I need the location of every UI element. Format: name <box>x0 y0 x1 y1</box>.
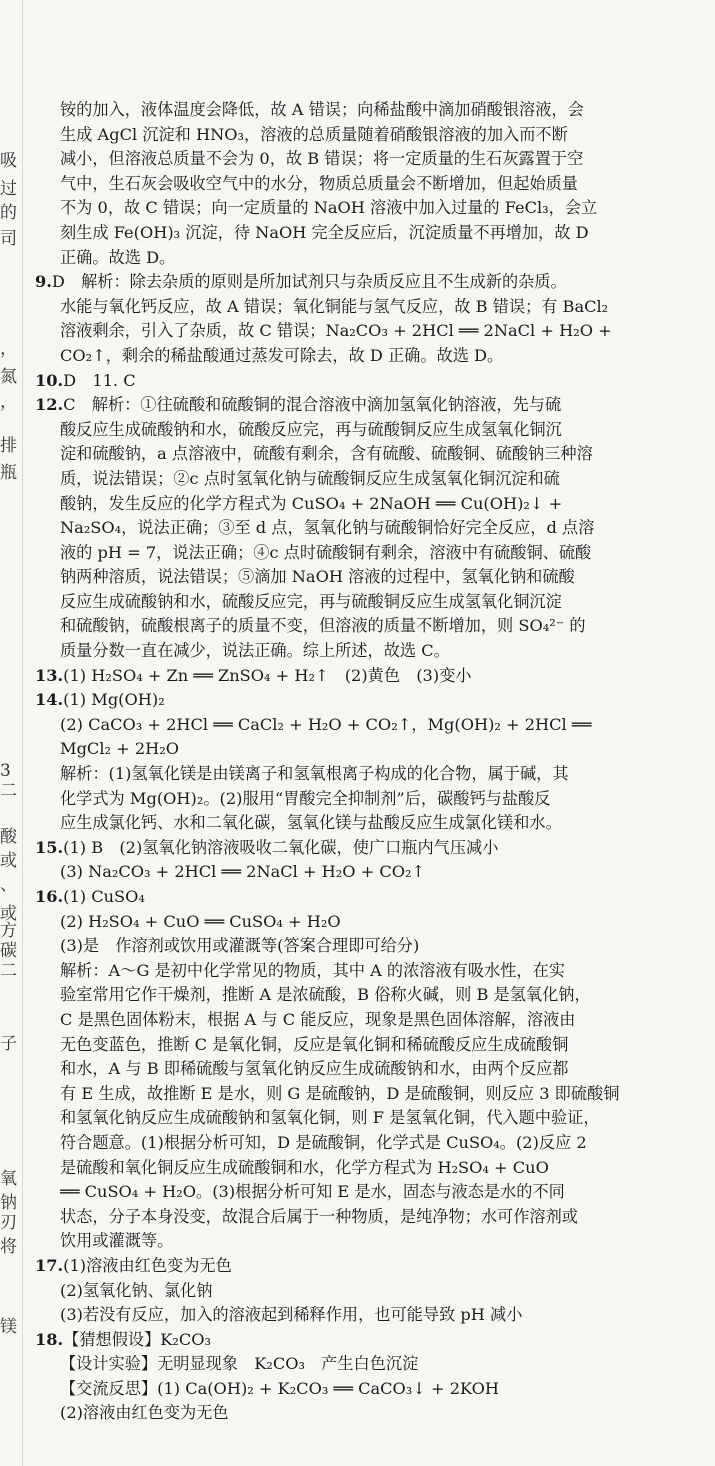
text-line <box>35 492 695 517</box>
line-text: 是硫酸和氧化铜反应生成硫酸铜和水，化学方程式为 H₂SO₄ + CuO <box>60 1157 549 1177</box>
margin-fragment: 排 <box>0 436 17 456</box>
line-text: C 是黑色固体粉末，根据 A 与 C 能反应，现象是黑色固体溶解，溶液由 <box>60 1009 576 1029</box>
text-line <box>35 123 695 148</box>
line-text: 钠两种溶质，说法错误；⑤滴加 NaOH 溶液的过程中，氢氧化钠和硫酸 <box>60 567 575 587</box>
line-text: (1) Mg(OH)₂ <box>63 690 165 710</box>
text-line <box>35 1254 695 1279</box>
line-text: MgCl₂ + 2H₂O <box>60 739 180 759</box>
text-line <box>35 762 695 787</box>
line-text: 水能与氧化钙反应，故 A 错误；氧化铜能与氢气反应，故 B 错误；有 BaCl₂ <box>60 296 609 316</box>
line-text: Na₂SO₄，说法正确；③至 d 点，氢氧化钠与硫酸铜恰好完全反应，d 点溶 <box>60 518 595 538</box>
line-text: 不为 0，故 C 错误；向一定质量的 NaOH 溶液中加入过量的 FeCl₃，会立 <box>60 198 598 218</box>
text-line <box>35 1057 695 1082</box>
text-line <box>35 1279 695 1304</box>
line-text: (2) CaCO₃ + 2HCl ══ CaCl₂ + H₂O + CO₂↑，Mg(OH)₂ + 2HCl ══ <box>60 714 592 734</box>
text-line <box>35 713 695 738</box>
text-line <box>35 836 695 861</box>
line-text: 减小，但溶液总质量不会为 0，故 B 错误；将一定质量的生石灰露置于空 <box>60 149 584 169</box>
text-line <box>35 934 695 959</box>
line-text: D 解析：除去杂质的原则是所加试剂只与杂质反应且不生成新的杂质。 <box>51 272 567 292</box>
text-line <box>35 369 695 394</box>
text-line <box>35 319 695 344</box>
line-text: 【设计实验】无明显现象 K₂CO₃ 产生白色沉淀 <box>60 1354 419 1374</box>
margin-fragment: 吸 <box>0 151 17 171</box>
question-number: 17. <box>35 1255 64 1275</box>
text-line <box>35 737 695 762</box>
text-line <box>35 295 695 320</box>
line-text: 应生成氯化钙、水和二氧化碳，氢氧化镁与盐酸反应生成氯化镁和水。 <box>60 813 562 833</box>
text-line <box>35 959 695 984</box>
text-line <box>35 270 695 295</box>
text-line <box>35 787 695 812</box>
line-text: 有 E 生成，故推断 E 是水，则 G 是硫酸钠，D 是硫酸铜，则反应 3 即硫酸铜 <box>60 1083 620 1103</box>
text-line <box>35 910 695 935</box>
text-line <box>35 172 695 197</box>
margin-fragment: 或 <box>0 851 17 871</box>
text-line <box>35 590 695 615</box>
question-number: 12. <box>35 395 64 415</box>
line-text: 和水，A 与 B 即稀硫酸与氢氧化钠反应生成硫酸钠和水，由两个反应都 <box>60 1059 569 1079</box>
margin-fragment: 3 <box>0 761 11 781</box>
margin-fragment: 氧 <box>0 1169 17 1189</box>
margin-fragment: 瓶 <box>0 463 17 483</box>
line-text: 解析：A～G 是初中化学常见的物质，其中 A 的浓溶液有吸水性，在实 <box>60 960 565 980</box>
line-text: C 解析：①往硫酸和硫酸铜的混合溶液中滴加氢氧化钠溶液，先与硫 <box>63 395 562 415</box>
margin-fragment: 子 <box>0 1034 17 1054</box>
margin-fragment: 或 <box>0 904 17 924</box>
text-line <box>35 614 695 639</box>
text-line <box>35 1131 695 1156</box>
line-text: (1) CuSO₄ <box>63 887 145 906</box>
line-text: 验室常用它作干燥剂，推断 A 是浓硫酸，B 俗称火碱，则 B 是氢氧化钠， <box>60 985 591 1005</box>
line-text: 生成 AgCl 沉淀和 HNO₃，溶液的总质量随着硝酸银溶液的加入而不断 <box>60 124 568 144</box>
text-line <box>35 664 695 689</box>
question-number: 10. <box>35 370 64 390</box>
margin-fragment: 、 <box>0 875 17 895</box>
margin-fragment: 钠 <box>0 1193 17 1213</box>
margin-fragment: 司 <box>0 229 17 249</box>
margin-fragment: 方 <box>0 921 17 941</box>
text-line <box>35 1352 695 1377</box>
margin-fragment: 镁 <box>0 1317 17 1337</box>
text-line <box>35 1303 695 1328</box>
margin-fragment: 氮 <box>0 367 17 387</box>
text-line <box>35 98 695 123</box>
text-line <box>35 246 695 271</box>
question-number: 14. <box>35 690 64 710</box>
text-line <box>35 885 695 910</box>
margin-fragment: 过 <box>0 179 17 199</box>
line-text: 符合题意。(1)根据分析可知，D 是硫酸铜，化学式是 CuSO₄。(2)反应 2 <box>60 1132 587 1152</box>
text-line <box>35 1082 695 1107</box>
text-line <box>35 442 695 467</box>
line-text: 刻生成 Fe(OH)₃ 沉淀，待 NaOH 完全反应后，沉淀质量不再增加，故 D <box>60 222 589 242</box>
text-line <box>35 1156 695 1181</box>
line-text: (2) H₂SO₄ + CuO ══ CuSO₄ + H₂O <box>60 911 341 931</box>
line-text: 质，说法错误；②c 点时氢氧化钠与硫酸铜反应生成氢氧化铜沉淀和硫 <box>60 468 560 488</box>
line-text: 和氢氧化钠反应生成硫酸钠和氢氧化铜，则 F 是氢氧化铜，代入题中验证， <box>60 1108 600 1128</box>
binding-margin <box>0 0 23 1466</box>
question-number: 15. <box>35 837 64 857</box>
line-text: 淀和硫酸钠，a 点溶液中，硫酸有剩余，含有硫酸、硫酸铜、硫酸钠三种溶 <box>60 444 593 464</box>
text-line <box>35 418 695 443</box>
line-text: 气中，生石灰会吸收空气中的水分，物质总质量会不断增加，但起始质量 <box>60 173 578 193</box>
text-line <box>35 639 695 664</box>
line-text: (2)溶液由红色变为无色 <box>60 1403 229 1423</box>
margin-fragment: 刃 <box>0 1213 17 1233</box>
margin-fragment: ， <box>0 392 17 412</box>
text-line <box>35 565 695 590</box>
margin-fragment: 将 <box>0 1237 17 1257</box>
text-line <box>35 1229 695 1254</box>
question-number: 18. <box>35 1329 64 1349</box>
line-text: ══ CuSO₄ + H₂O。(3)根据分析可知 E 是水，固态与液态是水的不同 <box>60 1182 565 1202</box>
margin-fragment: 碳 <box>0 941 17 961</box>
line-text: (3) Na₂CO₃ + 2HCl ══ 2NaCl + H₂O + CO₂↑ <box>60 862 426 882</box>
line-text: CO₂↑，剩余的稀盐酸通过蒸发可除去，故 D 正确。故选 D。 <box>60 345 504 365</box>
line-text: D 11. C <box>63 370 136 390</box>
text-line <box>35 1205 695 1230</box>
question-number: 16. <box>35 887 64 906</box>
line-text: 质量分数一直在减少，说法正确。综上所述，故选 C。 <box>60 641 450 661</box>
text-line <box>35 1328 695 1353</box>
line-text: 状态，分子本身没变，故混合后属于一种物质，是纯净物；水可作溶剂或 <box>60 1206 578 1226</box>
text-line <box>35 1008 695 1033</box>
question-number: 9. <box>35 272 52 292</box>
line-text: 液的 pH = 7，说法正确；④c 点时硫酸铜有剩余，溶液中有硫酸铜、硫酸 <box>60 542 592 562</box>
line-text: 反应生成硫酸钠和水，硫酸反应完，再与硫酸铜反应生成氢氧化铜沉淀 <box>60 591 562 611</box>
text-line <box>35 983 695 1008</box>
line-text: (2)氢氧化钠、氯化钠 <box>60 1280 213 1300</box>
margin-fragment: 二 <box>0 961 17 981</box>
line-text: 溶液剩余，引入了杂质，故 C 错误；Na₂CO₃ + 2HCl ══ 2NaCl + H₂O + <box>60 321 612 341</box>
text-line <box>35 221 695 246</box>
line-text: 酸钠，发生反应的化学方程式为 CuSO₄ + 2NaOH ══ Cu(OH)₂↓ + <box>60 493 563 513</box>
text-line <box>35 860 695 885</box>
line-text: 化学式为 Mg(OH)₂。(2)服用“胃酸完全抑制剂”后，碳酸钙与盐酸反 <box>60 788 551 808</box>
text-line <box>35 393 695 418</box>
line-text: 解析：(1)氢氧化镁是由镁离子和氢氧根离子构成的化合物，属于碱，其 <box>60 764 569 784</box>
line-text: 正确。故选 D。 <box>60 247 176 267</box>
line-text: 无色变蓝色，推断 C 是氧化铜，反应是氧化铜和稀硫酸反应生成硫酸铜 <box>60 1034 569 1054</box>
line-text: 和硫酸钠，硫酸根离子的质量不变，但溶液的质量不断增加，则 SO₄²⁻ 的 <box>60 616 586 636</box>
line-text: (3)是 作溶剂或饮用或灌溉等(答案合理即可给分) <box>60 936 420 956</box>
line-text: 饮用或灌溉等。 <box>60 1231 174 1251</box>
line-text: (1) B (2)氢氧化钠溶液吸收二氧化碳，使广口瓶内气压减小 <box>63 837 499 857</box>
margin-fragment: 二 <box>0 781 17 801</box>
line-text: 【猜想假设】K₂CO₃ <box>63 1329 212 1349</box>
line-text: 【交流反思】(1) Ca(OH)₂ + K₂CO₃ ══ CaCO₃↓ + 2KOH <box>60 1378 500 1398</box>
text-line <box>35 1033 695 1058</box>
text-line <box>35 147 695 172</box>
text-line <box>35 688 695 713</box>
text-line <box>35 1401 695 1426</box>
margin-fragment: ， <box>0 339 17 359</box>
text-line <box>35 1377 695 1402</box>
text-line <box>35 467 695 492</box>
text-line <box>35 344 695 369</box>
margin-fragment: 酸 <box>0 827 17 847</box>
line-text: (1) H₂SO₄ + Zn ══ ZnSO₄ + H₂↑ (2)黄色 (3)变小 <box>63 665 472 685</box>
line-text: (3)若没有反应，加入的溶液起到稀释作用，也可能导致 pH 减小 <box>60 1305 523 1325</box>
text-line <box>35 1106 695 1131</box>
text-line <box>35 541 695 566</box>
question-number: 13. <box>35 665 64 685</box>
line-text: 铵的加入，液体温度会降低，故 A 错误；向稀盐酸中滴加硝酸银溶液，会 <box>60 100 584 119</box>
margin-fragment: 的 <box>0 203 17 223</box>
text-line <box>35 1180 695 1205</box>
line-text: (1)溶液由红色变为无色 <box>63 1255 232 1275</box>
text-line <box>35 811 695 836</box>
answer-text-body <box>35 98 695 1426</box>
text-line <box>35 196 695 221</box>
line-text: 酸反应生成硫酸钠和水，硫酸反应完，再与硫酸铜反应生成氢氧化铜沉 <box>60 419 562 439</box>
text-line <box>35 516 695 541</box>
